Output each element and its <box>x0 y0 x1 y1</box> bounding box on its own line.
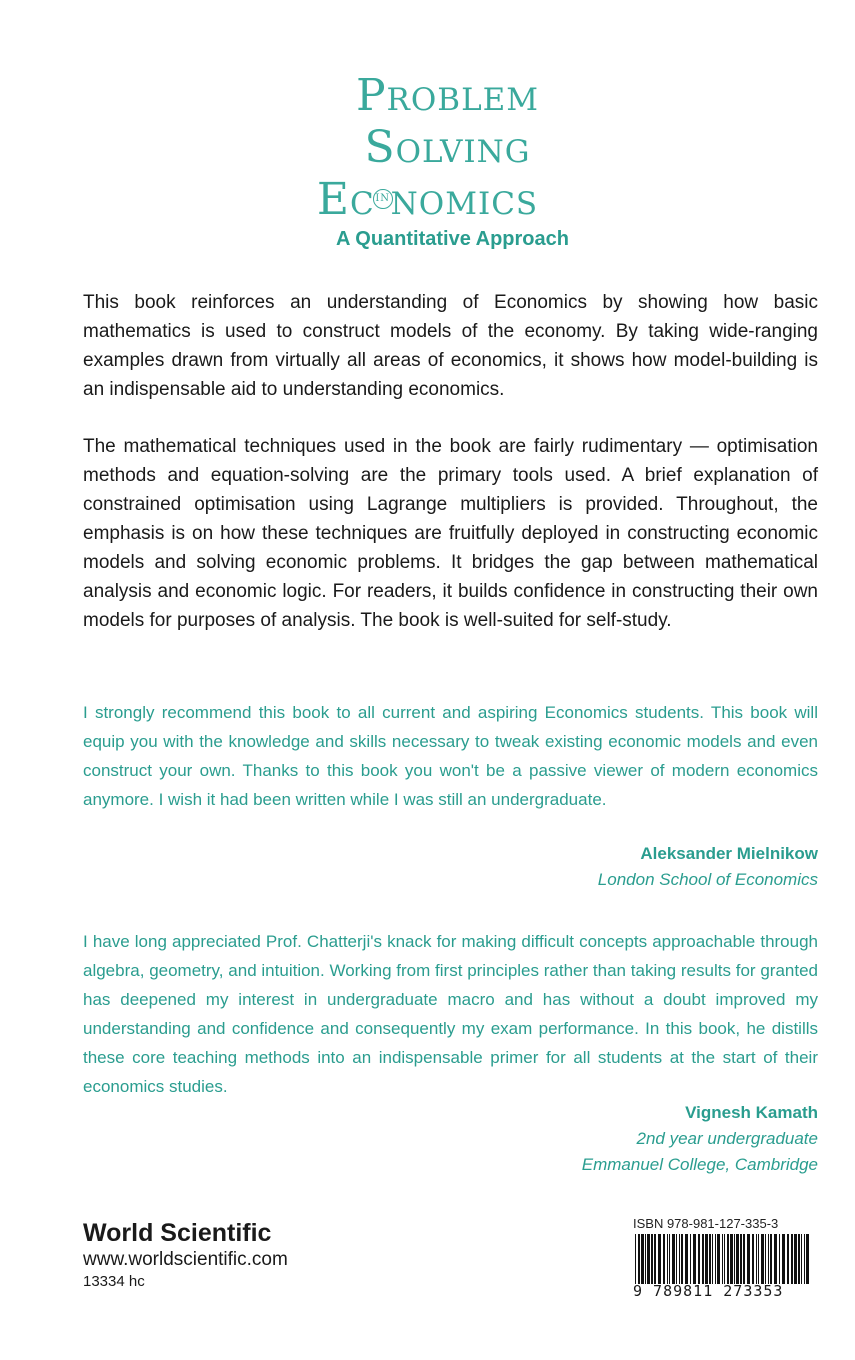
barcode-bar <box>679 1234 680 1284</box>
barcode-bar <box>727 1234 729 1284</box>
description-paragraph-1: This book reinforces an understanding of Economics by showing how basic mathematics is used to construct models of the economy. By taking wide-ranging examples drawn from virtually all areas of economics, it shows how model-building is an indispensable aid to understanding economics. <box>83 292 818 400</box>
barcode-bar <box>702 1234 704 1284</box>
barcode-bar <box>667 1234 668 1284</box>
barcode-bar <box>765 1234 766 1284</box>
barcode-bar <box>672 1234 675 1284</box>
barcode-bar <box>747 1234 750 1284</box>
barcode-bar <box>743 1234 745 1284</box>
barcode-bar <box>782 1234 785 1284</box>
barcode-bar <box>705 1234 708 1284</box>
barcode-bar <box>641 1234 644 1284</box>
title-line-3-prefix: Ec <box>316 174 375 225</box>
barcode-bar <box>712 1234 713 1284</box>
barcode-bar <box>645 1234 646 1284</box>
barcode-bar <box>722 1234 723 1284</box>
barcode-bar <box>635 1234 636 1284</box>
barcode-digits: 9 789811 273353 <box>633 1282 784 1300</box>
barcode-bar <box>690 1234 691 1284</box>
barcode-bar <box>724 1234 725 1284</box>
barcode-bar <box>676 1234 677 1284</box>
isbn-label: ISBN 978-981-127-335-3 <box>633 1216 779 1231</box>
barcode-bar <box>798 1234 800 1284</box>
barcode-bar <box>715 1234 716 1284</box>
endorser-name: Aleksander Mielnikow <box>640 844 818 863</box>
title-line-1: Problem <box>355 70 540 121</box>
barcode-bar <box>709 1234 711 1284</box>
barcode-bar <box>768 1234 769 1284</box>
barcode-bar <box>734 1234 735 1284</box>
publisher-code: 13334 hc <box>83 1273 145 1290</box>
endorser-affiliation: London School of Economics <box>597 870 818 889</box>
barcode-bar <box>717 1234 720 1284</box>
barcode-bar <box>758 1234 759 1284</box>
barcode-bar <box>794 1234 797 1284</box>
barcode-image <box>633 1234 811 1284</box>
endorsement-attribution-1 <box>598 841 818 893</box>
description-paragraph-2: The mathematical techniques used in the book are fairly rudimentary — optimisation methods and equation-solving are the primary tools used. A brief explanation of constrained optimisation using Lagrange multipliers is provided. Throughout, the emphasis is on how these techniques are fruitfully deployed in constructing economic models and solving economic problems. It bridges the gap between mathematical analysis and economic logic. For readers, it builds confidence in constructing their own models for purposes of analysis. The book is well-suited for self-study. <box>83 436 818 631</box>
subtitle: A Quantitative Approach <box>336 228 569 250</box>
title-line-3 <box>0 174 855 226</box>
barcode-bar <box>681 1234 683 1284</box>
barcode-block <box>633 1216 813 1300</box>
endorsement-quote-1: I strongly recommend this book to all current and aspiring Economics students. This book will equip you with the knowledge and skills necessary to tweak existing economic models and even construct your own. Thanks to this book you won't be a passive viewer of modern economics anymore. I wish it had been written while I was still an undergraduate. <box>83 703 818 809</box>
barcode-bar <box>663 1234 665 1284</box>
barcode-bar <box>774 1234 777 1284</box>
barcode-bar <box>770 1234 772 1284</box>
publisher-url: www.worldscientific.com <box>83 1249 288 1270</box>
title-block <box>0 70 855 251</box>
title-line-2: Solving <box>364 122 531 173</box>
barcode-bar <box>736 1234 739 1284</box>
endorser-affiliation: Emmanuel College, Cambridge <box>581 1155 818 1174</box>
barcode-bar <box>669 1234 670 1284</box>
barcode-bar <box>761 1234 764 1284</box>
title-line-3-suffix: nomics <box>390 174 539 225</box>
publisher-block <box>83 1218 288 1292</box>
barcode-bar <box>804 1234 805 1284</box>
publisher-name: World Scientific <box>83 1219 272 1247</box>
barcode-bar <box>658 1234 661 1284</box>
barcode-bar <box>787 1234 789 1284</box>
barcode-bar <box>791 1234 793 1284</box>
title-in-mark: IN <box>373 189 393 209</box>
barcode-bar <box>801 1234 802 1284</box>
barcode-bar <box>806 1234 809 1284</box>
barcode-bar <box>779 1234 780 1284</box>
endorser-name: Vignesh Kamath <box>685 1103 818 1122</box>
barcode-bar <box>693 1234 696 1284</box>
barcode-bar <box>756 1234 757 1284</box>
barcode-bar <box>698 1234 700 1284</box>
barcode-bar <box>654 1234 656 1284</box>
barcode-bar <box>740 1234 742 1284</box>
barcode-bar <box>638 1234 640 1284</box>
barcode-bar <box>752 1234 754 1284</box>
endorser-affiliation: 2nd year undergraduate <box>636 1129 818 1148</box>
endorsement-quote-2: I have long appreciated Prof. Chatterji's knack for making difficult concepts approachable through algebra, geometry, and intuition. Working from first principles rather than taking results for granted has deepened my interest in undergraduate macro and has without a doubt improved my understanding and confidence and consequently my exam performance. In this book, he distills these core teaching methods into an indispensable primer for all students at the start of their economics studies. <box>83 932 818 1096</box>
endorsement-attribution-2 <box>582 1100 818 1178</box>
barcode-bar <box>730 1234 733 1284</box>
barcode-bar <box>685 1234 688 1284</box>
barcode-bar <box>647 1234 650 1284</box>
barcode-bar <box>651 1234 653 1284</box>
